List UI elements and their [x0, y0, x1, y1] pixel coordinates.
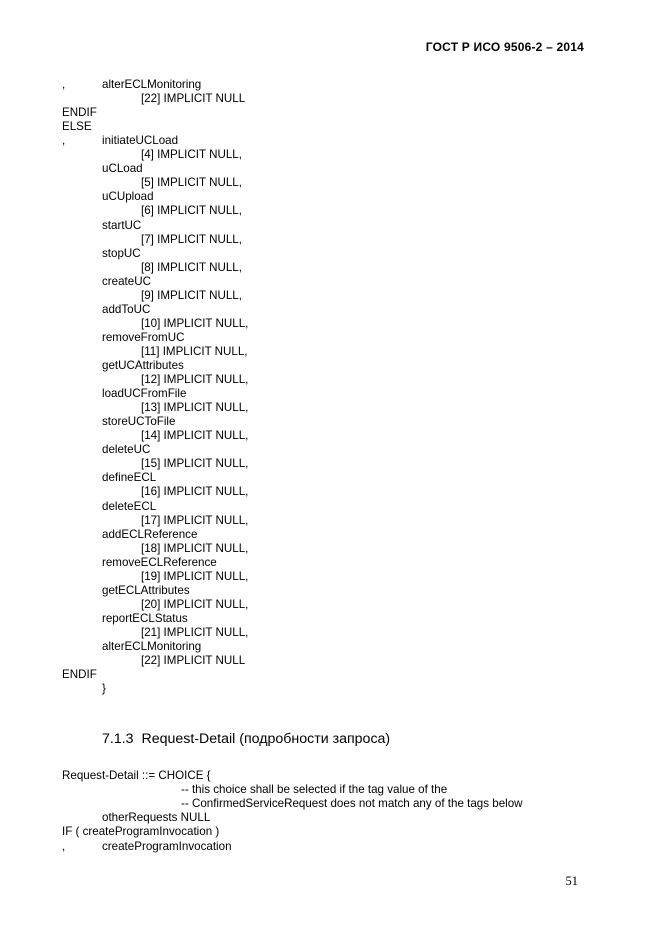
section-heading	[102, 731, 390, 747]
code-line: stopUC	[102, 246, 141, 260]
code-line: [8] IMPLICIT NULL,	[141, 260, 242, 274]
code-line: [10] IMPLICIT NULL,	[141, 316, 249, 330]
code-line: uCLoad	[102, 162, 143, 176]
code-line: [13] IMPLICIT NULL,	[141, 401, 249, 415]
code-line: [22] IMPLICIT NULL	[141, 654, 246, 668]
code-line: createUC	[102, 274, 151, 288]
code-line: [15] IMPLICIT NULL,	[141, 457, 249, 471]
code-line: ELSE	[62, 120, 92, 134]
code-line: ENDIF	[62, 106, 97, 120]
code-line: createProgramInvocation	[102, 839, 232, 853]
code-line: ,	[62, 839, 66, 853]
code-line: [12] IMPLICIT NULL,	[141, 373, 249, 387]
code-line: [7] IMPLICIT NULL,	[141, 232, 242, 246]
code-line: alterECLMonitoring	[102, 640, 202, 653]
code-line: getECLAttributes	[102, 583, 190, 597]
code-line: ,	[62, 78, 66, 91]
code-line: [20] IMPLICIT NULL,	[141, 597, 249, 611]
code-line: [5] IMPLICIT NULL,	[141, 176, 242, 190]
code-line: [18] IMPLICIT NULL,	[141, 541, 249, 555]
code-line: [19] IMPLICIT NULL,	[141, 569, 249, 583]
code-line: startUC	[102, 218, 142, 232]
code-line: initiateUCLoad	[102, 134, 179, 148]
code-line: Request-Detail ::= CHOICE {	[62, 769, 211, 782]
code-line: deleteUC	[102, 443, 151, 457]
code-line: storeUCToFile	[102, 415, 176, 429]
code-line: }	[102, 682, 106, 696]
code-line: removeFromUC	[102, 330, 185, 344]
code-line: [11] IMPLICIT NULL,	[141, 344, 248, 358]
page-number: 51	[565, 874, 578, 888]
code-line: alterECLMonitoring	[102, 78, 202, 91]
code-line: uCUpload	[102, 190, 154, 204]
section-title: Request-Detail (подробности запроса)	[141, 731, 391, 747]
code-line: [6] IMPLICIT NULL,	[141, 204, 242, 218]
code-line: [14] IMPLICIT NULL,	[141, 429, 249, 443]
code-line: addECLReference	[102, 527, 198, 541]
code-line: ,	[62, 134, 66, 148]
code-line: -- this choice shall be selected if the tag value of the	[181, 783, 448, 797]
code-line: loadUCFromFile	[102, 387, 187, 401]
code-line: addToUC	[102, 302, 151, 316]
code-line: deleteECL	[102, 499, 157, 513]
code-line: [17] IMPLICIT NULL,	[141, 513, 249, 527]
code-line: [16] IMPLICIT NULL,	[141, 485, 249, 499]
code-line: otherRequests NULL	[102, 811, 211, 825]
code-line: getUCAttributes	[102, 359, 184, 372]
code-line: removeECLReference	[102, 555, 217, 569]
code-line: IF ( createProgramInvocation )	[62, 825, 220, 839]
code-line: [21] IMPLICIT NULL,	[141, 625, 249, 639]
code-line: reportECLStatus	[102, 611, 188, 625]
code-line: -- ConfirmedServiceRequest does not match any of the tags below	[181, 797, 523, 811]
code-line: [4] IMPLICIT NULL,	[141, 148, 242, 162]
section-number: 7.1.3	[102, 731, 134, 747]
code-line: [22] IMPLICIT NULL	[141, 92, 246, 106]
document-header: ГОСТ Р ИСО 9506-2 – 2014	[425, 40, 584, 54]
code-line: defineECL	[102, 471, 157, 485]
code-line: [9] IMPLICIT NULL,	[141, 288, 242, 302]
code-line: ENDIF	[62, 668, 97, 682]
